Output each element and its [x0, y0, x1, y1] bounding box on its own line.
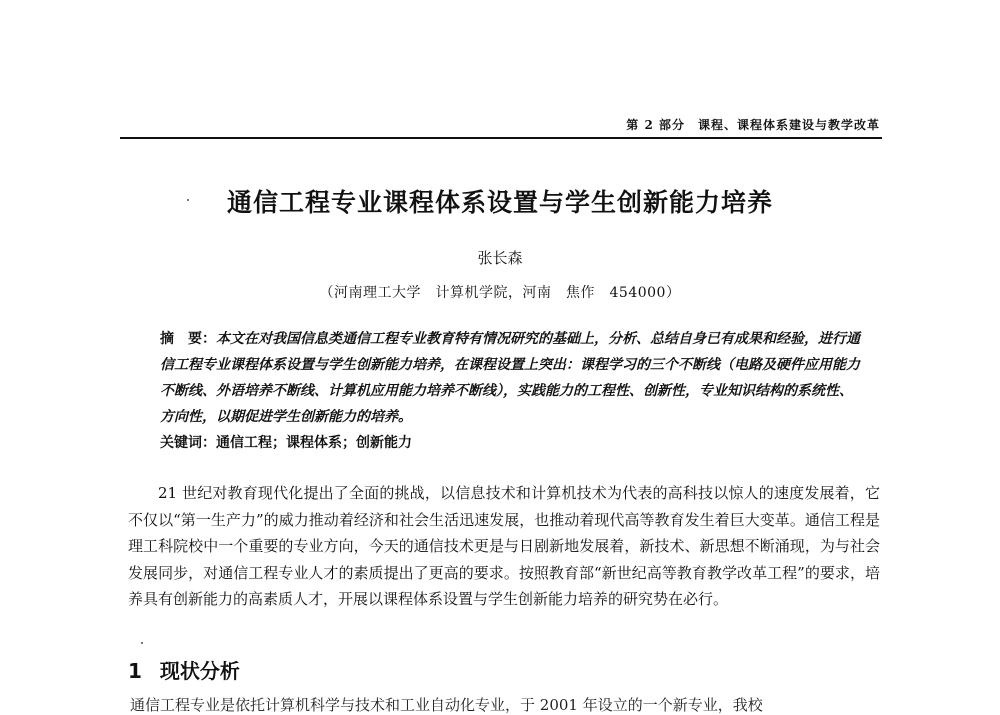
abstract-text: 本文在对我国信息类通信工程专业教育特有情况研究的基础上，分析、总结自身已有成果和经验，进行通信工程专业课程体系设置与学生创新能力培养，在课程设置上突出：课程学习的三个不断线（电路及硬件应用能力不断线、外语培养不断线、计算机应用能力培养不断线），实践能力的工程性、创新性，专业知识结构的系统性、方向性，以期促进学生创新能力的培养。: [160, 331, 860, 425]
abstract-block: [160, 326, 860, 430]
header-rule: [120, 137, 882, 139]
keywords-label: 关键词：: [160, 435, 216, 451]
abstract-label: 摘 要：: [160, 331, 216, 347]
section-title: 现状分析: [159, 659, 240, 683]
body-paragraph: 21 世纪对教育现代化提出了全面的挑战，以信息技术和计算机技术为代表的高科技以惊人的速度发展着，它不仅以“第一生产力”的威力推动着经济和社会生活迅速发展，也推动着现代高等教育发生着巨大变革。通信工程是理工科院校中一个重要的专业方向，今天的通信技术更是与日剧新地发展着，新技术、新思想不断涌现，为与社会发展同步，对通信工程专业人才的素质提出了更高的要求。按照教育部“新世纪高等教育教学改革工程”的要求，培养具有创新能力的高素质人才，开展以课程体系设置与学生创新能力培养的研究势在必行。: [128, 484, 880, 608]
section-heading: [128, 655, 240, 684]
paper-title: 通信工程专业课程体系设置与学生创新能力培养: [226, 188, 773, 217]
author-name: 张长森: [477, 249, 523, 267]
keywords-block: [160, 432, 860, 454]
partial-body-line: 通信工程专业是依托计算机科学与技术和工业自动化专业，于 2001 年设立的一个新专业，我校: [130, 696, 763, 714]
running-header: 第 2 部分 课程、课程体系建设与教学改革: [626, 118, 880, 132]
author-affiliation: （河南理工大学 计算机学院，河南 焦作 454000）: [319, 285, 681, 301]
section-number: 1: [128, 659, 142, 683]
keywords-text: 通信工程；课程体系；创新能力: [216, 435, 412, 451]
scan-artifact: [141, 642, 143, 644]
